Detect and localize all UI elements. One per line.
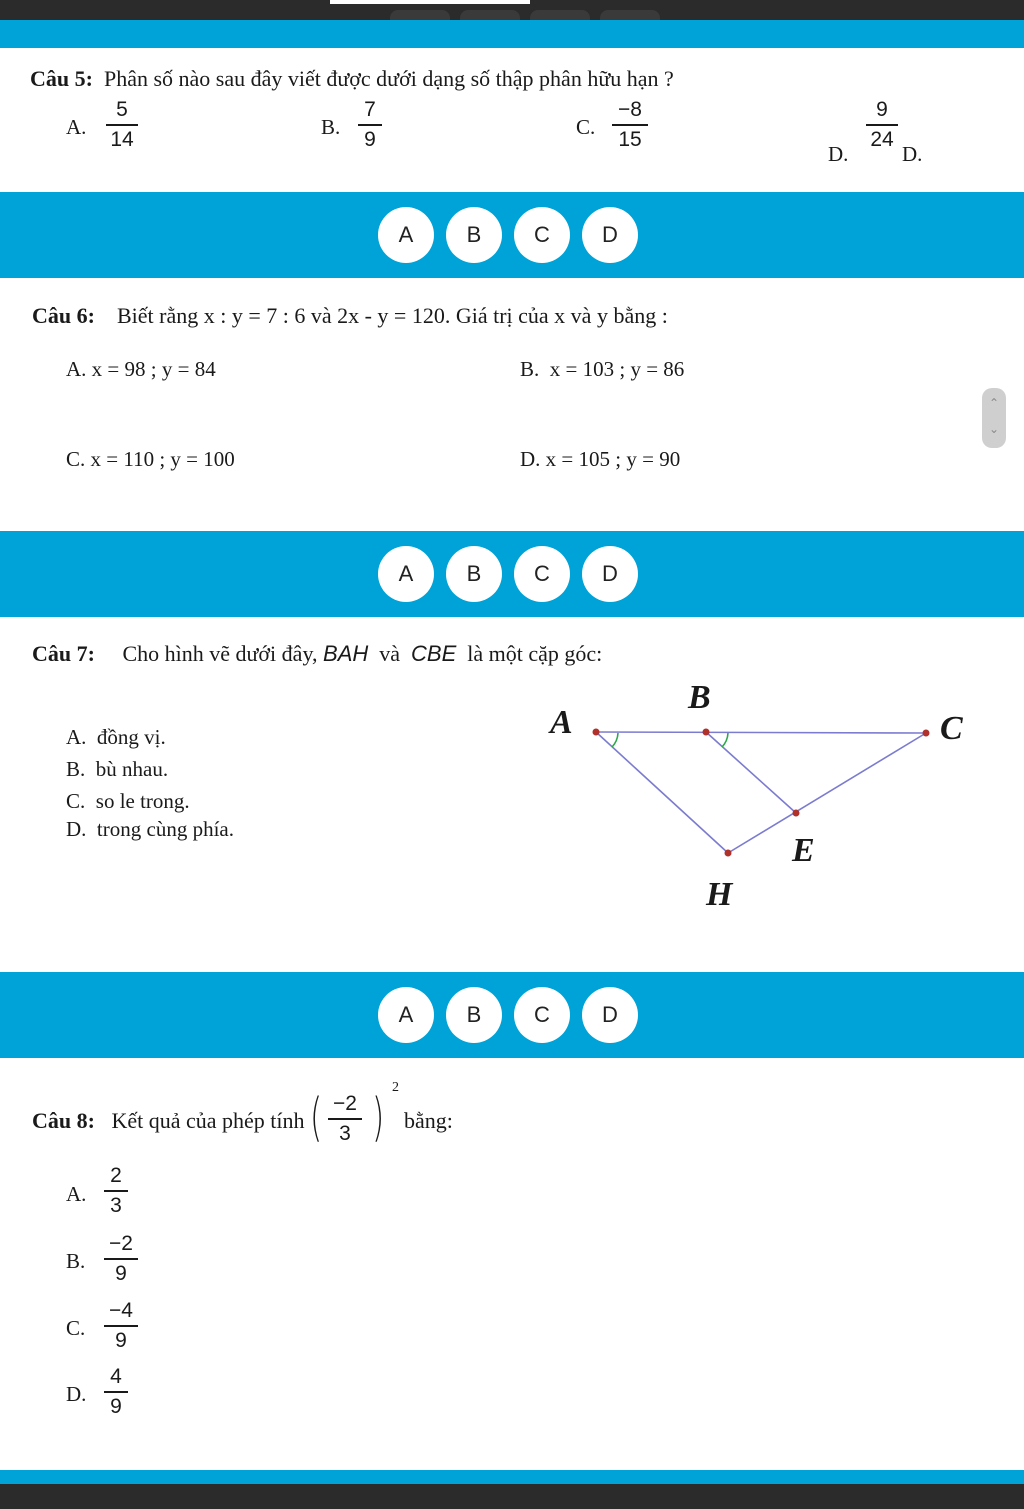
- question-label: Câu 5:: [30, 66, 93, 91]
- question-text-and: và: [379, 641, 401, 666]
- answer-bar-q5: [0, 192, 1024, 278]
- fraction-numerator: 9: [876, 98, 888, 121]
- option-value: x = 98 ; y = 84: [91, 357, 216, 381]
- question-text: Biết rằng x : y = 7 : 6 và 2x - y = 120. Giá trị của x và y bằng :: [116, 303, 668, 328]
- option-suffix: D.: [902, 142, 923, 166]
- exponent: 2: [392, 1080, 399, 1095]
- option-b-fraction: [358, 98, 382, 152]
- option-letter: B.: [520, 357, 540, 381]
- option-letter: D.: [66, 1382, 87, 1406]
- fraction-bar: [358, 124, 382, 126]
- option-value: đồng vị.: [96, 725, 166, 749]
- footer-band: [0, 1470, 1024, 1484]
- fraction-numerator: 4: [110, 1365, 122, 1388]
- answer-button-b[interactable]: B: [446, 987, 502, 1043]
- option-value: bù nhau.: [95, 757, 169, 781]
- fraction-denominator: 14: [110, 128, 134, 151]
- fraction-numerator: 5: [116, 98, 128, 121]
- answer-button-c[interactable]: C: [514, 987, 570, 1043]
- question-label: Câu 6:: [32, 303, 95, 328]
- fraction-denominator: 24: [870, 128, 894, 151]
- option-value: x = 110 ; y = 100: [90, 447, 235, 471]
- fraction-bar: [106, 124, 138, 126]
- answer-button-a[interactable]: A: [378, 207, 434, 263]
- answer-button-c[interactable]: C: [514, 546, 570, 602]
- answer-button-d[interactable]: D: [582, 207, 638, 263]
- fraction-denominator: 3: [110, 1194, 122, 1217]
- expression-power: [306, 1080, 406, 1156]
- point-e: [793, 810, 800, 817]
- fraction-bar: [104, 1391, 128, 1393]
- label-b: B: [688, 679, 711, 716]
- question-7-title: [32, 641, 602, 667]
- scroll-handle[interactable]: [982, 388, 1006, 448]
- option-letter: D.: [520, 447, 541, 471]
- option-letter: B.: [66, 1249, 86, 1273]
- line-ac: [596, 732, 926, 733]
- fraction-numerator: −4: [109, 1299, 133, 1322]
- top-indicator: [330, 0, 530, 4]
- answer-bar-q7: [0, 972, 1024, 1058]
- question-text: Kết quả của phép tính: [111, 1108, 305, 1133]
- fraction-numerator: −2: [333, 1092, 357, 1115]
- line-ch: [728, 733, 926, 853]
- option-c-fraction: [104, 1299, 138, 1353]
- option-letter: C.: [66, 789, 86, 813]
- option-letter: C.: [576, 115, 596, 139]
- top-bar: [0, 0, 1024, 20]
- option-a: [66, 725, 166, 750]
- top-tab: [460, 10, 520, 20]
- fraction-numerator: −2: [109, 1232, 133, 1255]
- question-7-card: [0, 625, 1024, 965]
- point-a: [593, 729, 600, 736]
- option-value: trong cùng phía.: [96, 817, 234, 841]
- option-a-fraction: [104, 1164, 128, 1218]
- option-value: x = 105 ; y = 90: [545, 447, 681, 471]
- bottom-bar: [0, 1484, 1024, 1509]
- option-letter: D.: [828, 142, 849, 166]
- angle-mark-b: [722, 733, 728, 747]
- question-5-title: [30, 66, 674, 92]
- fraction-denominator: 15: [618, 128, 642, 151]
- question-8-card: [0, 1066, 1024, 1466]
- fraction-bar: [612, 124, 648, 126]
- angle-mark-a: [612, 733, 618, 747]
- option-d-fraction: [866, 98, 898, 152]
- answer-button-a[interactable]: A: [378, 546, 434, 602]
- fraction-numerator: 7: [364, 98, 376, 121]
- fraction-numerator: 2: [110, 1164, 122, 1187]
- question-text: Cho hình vẽ dưới đây,: [122, 641, 318, 666]
- option-d: [520, 447, 680, 472]
- fraction-bar: [104, 1190, 128, 1192]
- label-a: A: [550, 704, 573, 741]
- fraction-denominator: 9: [110, 1395, 122, 1418]
- fraction-bar: [104, 1325, 138, 1327]
- label-c: C: [940, 710, 963, 747]
- fraction-bar: [104, 1258, 138, 1260]
- label-e: E: [792, 832, 815, 869]
- top-tab: [530, 10, 590, 20]
- answer-bar-q6: [0, 531, 1024, 617]
- option-c-fraction: [612, 98, 648, 152]
- option-value: so le trong.: [95, 789, 190, 813]
- option-d-fraction: [104, 1365, 128, 1419]
- option-d: [66, 817, 234, 842]
- question-6-card: [0, 287, 1024, 527]
- fraction-denominator: 9: [364, 128, 376, 151]
- option-b-fraction: [104, 1232, 138, 1286]
- fraction-denominator: 9: [115, 1262, 127, 1285]
- line-be: [706, 732, 796, 813]
- point-b: [703, 729, 710, 736]
- label-h: H: [706, 876, 733, 913]
- answer-button-d[interactable]: D: [582, 987, 638, 1043]
- question-5-card: [0, 48, 1024, 188]
- option-letter: A.: [66, 115, 87, 139]
- option-letter: C.: [66, 447, 86, 471]
- answer-button-a[interactable]: A: [378, 987, 434, 1043]
- option-letter: A.: [66, 357, 87, 381]
- header-band: [0, 20, 1024, 48]
- question-8-title: [32, 1108, 305, 1134]
- paren-right: ): [372, 1088, 385, 1148]
- option-letter: B.: [321, 115, 341, 139]
- line-ah: [596, 732, 728, 853]
- answer-button-d[interactable]: D: [582, 546, 638, 602]
- option-letter: C.: [66, 1316, 86, 1340]
- fraction-denominator: 9: [115, 1329, 127, 1352]
- point-c: [923, 730, 930, 737]
- answer-button-b[interactable]: B: [446, 546, 502, 602]
- option-letter: A.: [66, 725, 87, 749]
- angle-cbe: CBE: [411, 641, 457, 666]
- question-text-post: là một cặp góc:: [467, 641, 603, 666]
- question-text: Phân số nào sau đây viết được dưới dạng số thập phân hữu hạn ?: [103, 66, 674, 91]
- option-letter: D.: [66, 817, 87, 841]
- fraction-bar: [328, 1118, 362, 1120]
- top-tab: [600, 10, 660, 20]
- expression-fraction: [328, 1092, 362, 1146]
- chevron-up-icon: ⌃: [988, 396, 1000, 410]
- fraction-numerator: −8: [618, 98, 642, 121]
- option-letter: B.: [66, 757, 86, 781]
- question-6-title: [32, 303, 668, 329]
- geometry-figure: [530, 675, 990, 945]
- option-b: [520, 357, 684, 382]
- answer-button-c[interactable]: C: [514, 207, 570, 263]
- fraction-denominator: 3: [339, 1122, 351, 1145]
- option-b: [66, 757, 168, 782]
- top-tab: [390, 10, 450, 20]
- question-label: Câu 7:: [32, 641, 95, 666]
- paren-left: (: [310, 1088, 323, 1148]
- answer-button-b[interactable]: B: [446, 207, 502, 263]
- fraction-bar: [866, 124, 898, 126]
- angle-bah: BAH: [323, 641, 369, 666]
- option-letter: A.: [66, 1182, 87, 1206]
- option-a: [66, 357, 216, 382]
- option-c: [66, 447, 235, 472]
- option-a-fraction: [106, 98, 138, 152]
- option-c: [66, 789, 190, 814]
- option-value: x = 103 ; y = 86: [549, 357, 685, 381]
- chevron-down-icon: ⌄: [988, 422, 1000, 436]
- point-h: [725, 850, 732, 857]
- question-text-post: bằng:: [404, 1108, 453, 1133]
- question-label: Câu 8:: [32, 1108, 95, 1133]
